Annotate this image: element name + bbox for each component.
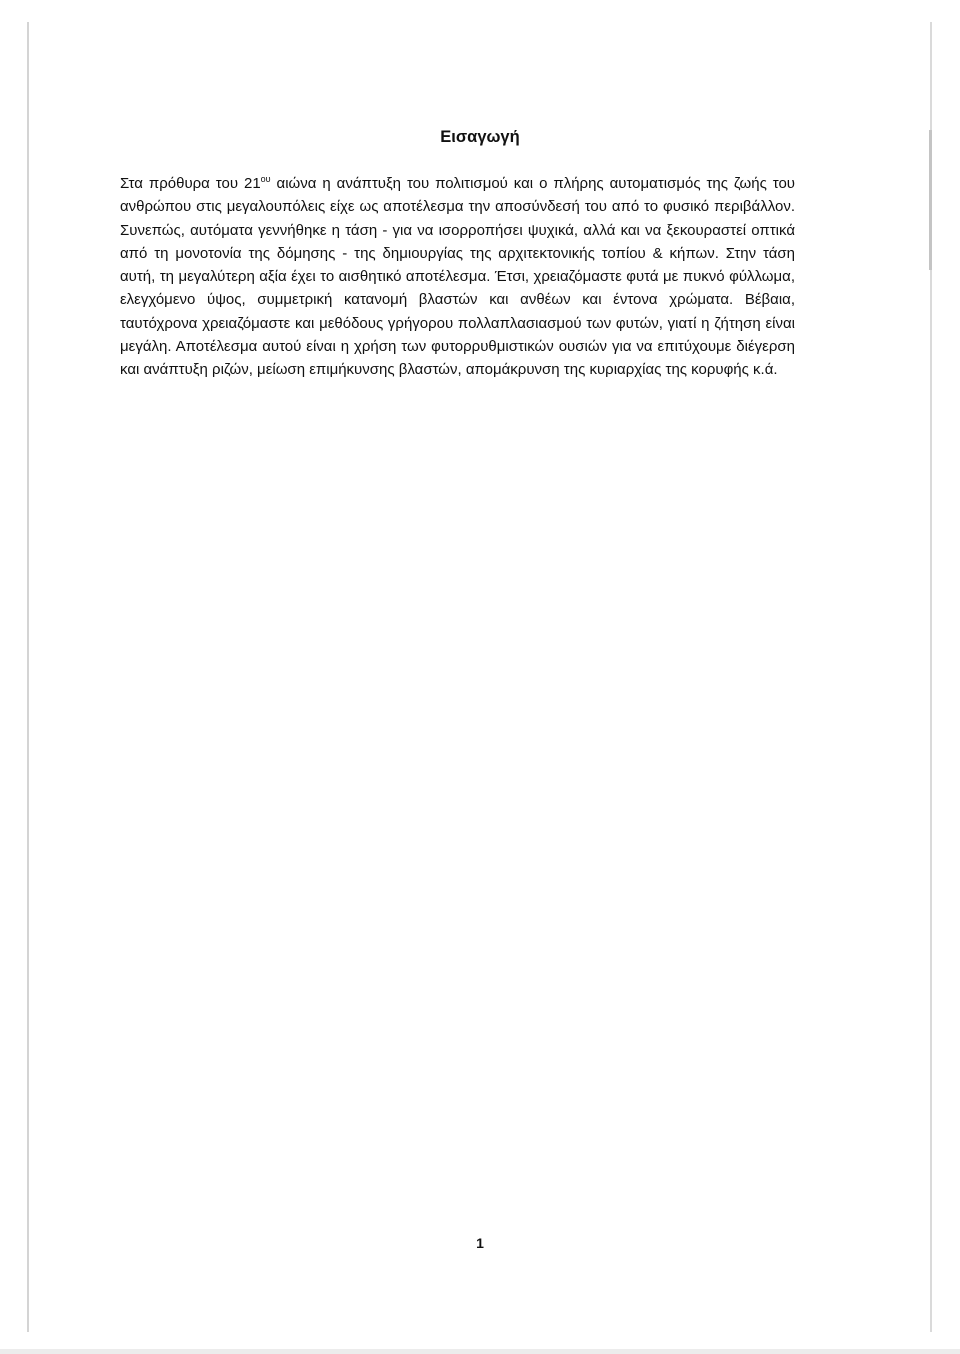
page-title: Εισαγωγή bbox=[440, 128, 520, 146]
scan-edge-bottom bbox=[0, 1349, 960, 1354]
intro-paragraph bbox=[120, 172, 795, 382]
intro-text-start: Στα πρόθυρα του 21 bbox=[120, 175, 261, 192]
intro-text-rest: αιώνα η ανάπτυξη του πολιτισμού και ο πλήρης αυτοματισμός της ζωής του ανθρώπου στις μεγαλουπόλεις είχε ως αποτέλεσμα την αποσύνδεσή του από το φυσικό περιβάλλον. Συνεπώς, αυτόματα γεννήθηκε η τάση - για να ισορροπήσει ψυχικά, αλλά και να ξεκουραστεί οπτικά από τη μονοτονία της δόμησης - της δημιουργίας της αρχιτεκτονικής τοπίου & κήπων. Στην τάση αυτή, τη μεγαλύτερη αξία έχει το αισθητικό αποτέλεσμα. Έτσι, χρειαζόμαστε φυτά με πυκνό φύλλωμα, ελεγχόμενο ύψος, συμμετρική κατανομή βλαστών και ανθέων και έντονα χρώματα. Βέβαια, ταυτόχρονα χρειαζόμαστε και μεθόδους γρήγορου πολλαπλασιασμού των φυτών, γιατί η ζήτηση είναι μεγάλη. Αποτέλεσμα αυτού είναι η χρήση των φυτορρυθμιστικών ουσιών για να επιτύχουμε διέγερση και ανάπτυξη ριζών, μείωση επιμήκυνσης βλαστών, απομάκρυνση της κυριαρχίας της κορυφής κ.ά. bbox=[120, 175, 795, 379]
scan-edge-right-shadow bbox=[929, 130, 932, 270]
ordinal-superscript: ου bbox=[260, 174, 271, 184]
scan-edge-left bbox=[27, 22, 29, 1332]
page-number: 1 bbox=[476, 1235, 484, 1251]
